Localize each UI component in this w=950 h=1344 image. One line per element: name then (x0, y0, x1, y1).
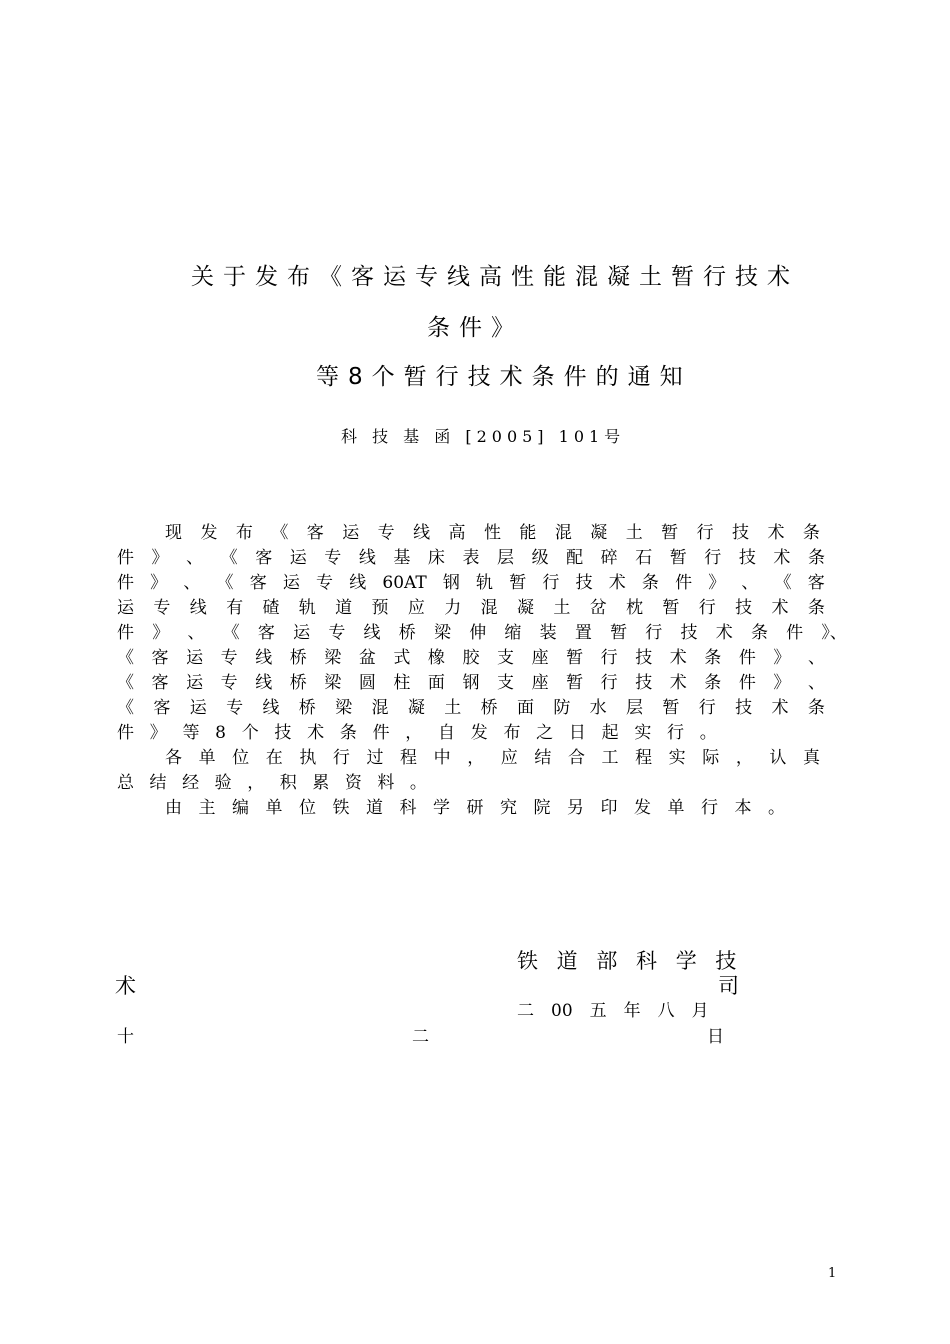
body-char: 线 (255, 648, 273, 668)
body-char: 日 (568, 723, 586, 743)
body-char: 中 (433, 748, 451, 768)
body-char: 能 (519, 523, 537, 543)
body-line (117, 696, 825, 720)
body-char: 技 (635, 673, 653, 693)
body-line (117, 646, 825, 670)
body-char: 暂 (509, 573, 527, 593)
body-char: 际 (702, 748, 720, 768)
body-char: 桥 (398, 623, 416, 643)
body-char: 行 (698, 698, 716, 718)
body-char: 圆 (358, 673, 376, 693)
body-char: 起 (601, 723, 619, 743)
body-line (117, 596, 825, 620)
body-char: 行 (332, 748, 350, 768)
body-char: 。 (409, 773, 427, 793)
body-char: 。 (768, 798, 785, 818)
body-char: 伸 (469, 623, 487, 643)
body-char: 线 (255, 673, 273, 693)
body-char: 行 (600, 648, 618, 668)
body-char: 行 (600, 673, 618, 693)
body-char: 行 (701, 798, 718, 818)
body-char: 力 (444, 598, 462, 618)
body-char: 技 (274, 723, 292, 743)
body-char: 技 (735, 598, 753, 618)
body-char: 行 (542, 573, 560, 593)
body-char: 铁 (332, 798, 350, 818)
body-char: 》 (708, 573, 726, 593)
body-char: 条 (704, 673, 722, 693)
body-char: 行 (696, 523, 714, 543)
body-line (117, 621, 847, 645)
body-char: 梁 (433, 623, 451, 643)
body-char: 料 (377, 773, 395, 793)
body-line (117, 671, 825, 695)
body-char: 技 (575, 573, 593, 593)
body-char: 凝 (516, 598, 534, 618)
body-char: 真 (802, 748, 820, 768)
body-char: 》 (773, 648, 791, 668)
body-char: 实 (668, 748, 686, 768)
body-char: 布 (235, 523, 253, 543)
body-char: 、 (741, 573, 759, 593)
body-char: 《 (774, 573, 792, 593)
body-char: 线 (413, 523, 431, 543)
body-char: 过 (366, 748, 384, 768)
body-char: 线 (358, 548, 376, 568)
body-char: 》 (152, 623, 170, 643)
body-char: 。 (699, 723, 717, 743)
body-char: 面 (427, 673, 445, 693)
body-char: 术 (669, 673, 687, 693)
signature-date-day-2: 二 (412, 1027, 429, 1047)
signature-date-line1: 二 00 五 年 八 月 (517, 1001, 709, 1021)
body-char: 术 (307, 723, 325, 743)
body-char: 支 (497, 673, 515, 693)
body-char: 凝 (590, 523, 608, 543)
body-char: 岔 (589, 598, 607, 618)
body-char: 梁 (324, 648, 342, 668)
body-char: 、 (807, 673, 825, 693)
body-char: 总 (117, 773, 134, 793)
body-char: 暂 (662, 598, 680, 618)
body-char: 认 (769, 748, 787, 768)
body-char: 件 (738, 648, 756, 668)
body-char: 执 (299, 748, 317, 768)
body-char: 暂 (661, 523, 679, 543)
body-char: 技 (635, 648, 653, 668)
body-char: 术 (767, 523, 785, 543)
body-char: 专 (328, 623, 346, 643)
body-char: 混 (371, 698, 389, 718)
body-char: 客 (153, 698, 171, 718)
body-char: 置 (574, 623, 592, 643)
body-char: 之 (536, 723, 554, 743)
body-char: 》、 (821, 623, 847, 643)
body-char: 层 (497, 548, 515, 568)
body-char: 面 (516, 698, 534, 718)
body-char: 专 (316, 573, 334, 593)
body-char: 专 (220, 673, 238, 693)
body-char: 学 (433, 798, 450, 818)
body-char: 在 (265, 748, 283, 768)
body-char: 钢 (462, 673, 480, 693)
body-line (117, 571, 825, 595)
body-char: 线 (189, 598, 207, 618)
body-char: 暂 (610, 623, 628, 643)
body-char: 《 (117, 698, 134, 718)
body-char: 累 (312, 773, 330, 793)
body-char: 运 (189, 698, 207, 718)
body-char: 轨 (298, 598, 316, 618)
body-char: 客 (255, 548, 273, 568)
body-char: 术 (715, 623, 733, 643)
body-char: 土 (553, 598, 571, 618)
body-char: 单 (265, 798, 283, 818)
body-char: 运 (293, 623, 311, 643)
body-char: 装 (539, 623, 557, 643)
body-char: 碎 (600, 548, 618, 568)
body-char: 件 (738, 673, 756, 693)
body-char: 件 (372, 723, 390, 743)
body-char: 运 (117, 598, 134, 618)
body-char: 经 (182, 773, 200, 793)
body-char: 主 (198, 798, 216, 818)
body-char: 钢 (442, 573, 460, 593)
body-char: 《 (220, 548, 238, 568)
body-char: 行 (645, 623, 663, 643)
title-line-3: 等8个暂行技术条件的通知 (316, 364, 692, 390)
body-char: 结 (534, 748, 552, 768)
body-char: 件 (117, 573, 134, 593)
document-number: 科 技 基 函 [2005] 101号 (341, 427, 626, 446)
body-char: 结 (149, 773, 167, 793)
body-char: 支 (497, 648, 515, 668)
body-char: 印 (600, 798, 618, 818)
body-char: 条 (750, 623, 768, 643)
body-char: 行 (698, 598, 716, 618)
body-char: 预 (371, 598, 389, 618)
body-char: 单 (667, 798, 685, 818)
body-char: 防 (553, 698, 571, 718)
body-char: 60AT (382, 573, 427, 593)
body-char: 缩 (504, 623, 522, 643)
body-char: 有 (226, 598, 244, 618)
body-char: 基 (393, 548, 411, 568)
body-char: 暂 (662, 698, 680, 718)
body-char: 线 (262, 698, 280, 718)
body-char: 资 (344, 773, 362, 793)
body-char: 配 (566, 548, 584, 568)
body-line (117, 546, 825, 570)
body-char: 专 (153, 598, 171, 618)
title-line-2: 条件》 (427, 315, 523, 341)
body-char: ， (405, 723, 423, 743)
body-char: 件 (786, 623, 804, 643)
body-char: 术 (608, 573, 626, 593)
body-char: 个 (241, 723, 259, 743)
body-char: 客 (807, 573, 825, 593)
body-char: 》 (150, 573, 168, 593)
body-char: 运 (289, 548, 307, 568)
body-char: 桥 (480, 698, 498, 718)
body-char: 土 (625, 523, 643, 543)
body-char: 8 (215, 723, 226, 743)
body-line (117, 721, 717, 745)
body-char: 技 (735, 698, 753, 718)
signature-date-day-1: 十 (117, 1027, 134, 1047)
body-char: 、 (183, 573, 201, 593)
body-char: 发 (200, 523, 218, 543)
body-char: 究 (500, 798, 517, 818)
body-char: 石 (635, 548, 653, 568)
body-char: 柱 (393, 673, 411, 693)
body-char: 布 (503, 723, 521, 743)
body-char: 实 (634, 723, 652, 743)
body-char: 程 (400, 748, 418, 768)
body-char: 道 (366, 798, 383, 818)
body-char: 现 (165, 523, 182, 543)
body-char: 件 (117, 723, 134, 743)
body-char: 件 (675, 573, 693, 593)
body-char: 技 (680, 623, 698, 643)
body-char: 术 (771, 698, 789, 718)
body-char: 条 (704, 648, 722, 668)
body-char: 《 (222, 623, 240, 643)
body-char: 条 (807, 548, 825, 568)
body-char: 条 (802, 523, 820, 543)
body-char: 枕 (626, 598, 644, 618)
body-char: 高 (448, 523, 466, 543)
body-char: 混 (480, 598, 498, 618)
body-char: 层 (626, 698, 644, 718)
body-char: 桥 (289, 673, 307, 693)
body-line (117, 771, 427, 795)
body-char: 暂 (669, 548, 687, 568)
body-char: ， (735, 748, 753, 768)
body-char: 各 (165, 748, 182, 768)
body-char: 线 (349, 573, 367, 593)
body-char: 凝 (407, 698, 425, 718)
body-char: 工 (601, 748, 619, 768)
body-char: 编 (232, 798, 249, 818)
body-char: 《 (117, 673, 134, 693)
body-char: 术 (771, 598, 789, 618)
body-char: 技 (732, 523, 749, 543)
body-char: 技 (738, 548, 756, 568)
page-number: 1 (828, 1266, 837, 1281)
body-char: 梁 (324, 673, 342, 693)
body-char: 客 (249, 573, 267, 593)
body-char: 专 (220, 648, 238, 668)
body-char: 专 (226, 698, 244, 718)
body-char: 《 (117, 648, 134, 668)
body-char: 、 (186, 548, 204, 568)
body-char: 客 (151, 673, 169, 693)
body-char: 位 (299, 798, 316, 818)
body-char: 科 (399, 798, 417, 818)
body-char: 应 (500, 748, 518, 768)
body-char: 混 (554, 523, 572, 543)
body-char: 位 (232, 748, 250, 768)
signature-org-line1: 铁 道 部 科 学 技 (517, 949, 743, 973)
body-char: 术 (669, 648, 687, 668)
body-char: 床 (427, 548, 445, 568)
body-char: 座 (531, 673, 549, 693)
body-char: 客 (151, 648, 169, 668)
body-char: 件 (117, 623, 134, 643)
body-char: 本 (734, 798, 752, 818)
body-char: ， (247, 773, 265, 793)
body-char: 条 (807, 598, 825, 618)
body-char: 条 (339, 723, 357, 743)
body-char: 暂 (566, 673, 584, 693)
body-line (165, 521, 820, 545)
body-char: 线 (363, 623, 381, 643)
body-char: 桥 (298, 698, 316, 718)
body-char: 座 (531, 648, 549, 668)
body-char: 运 (186, 673, 204, 693)
body-char: 》 (149, 723, 167, 743)
body-char: 碴 (262, 598, 280, 618)
body-char: 验 (214, 773, 232, 793)
body-char: 、 (807, 648, 825, 668)
body-char: 术 (773, 548, 791, 568)
body-char: 水 (589, 698, 607, 718)
body-line (165, 746, 820, 770)
body-line (165, 796, 785, 820)
body-char: 土 (444, 698, 462, 718)
body-char: 、 (187, 623, 205, 643)
body-char: 橡 (427, 648, 445, 668)
body-char: 梁 (335, 698, 353, 718)
body-char: 程 (635, 748, 653, 768)
body-char: 运 (342, 523, 360, 543)
body-char: 另 (567, 798, 584, 818)
body-char: 《 (271, 523, 289, 543)
signature-date-day-3: 日 (707, 1027, 724, 1047)
body-char: 性 (483, 523, 501, 543)
signature-org-line2-right: 司 (718, 974, 739, 998)
body-char: 由 (165, 798, 182, 818)
body-char: 轨 (476, 573, 494, 593)
body-char: 客 (306, 523, 324, 543)
body-char: 桥 (289, 648, 307, 668)
body-char: 胶 (462, 648, 480, 668)
title-line-1: 关于发布《客运专线高性能混凝土暂行技术 (191, 264, 799, 290)
body-char: 行 (704, 548, 722, 568)
body-char: ， (467, 748, 485, 768)
body-char: 行 (667, 723, 685, 743)
body-char: 应 (407, 598, 425, 618)
body-char: 》 (151, 548, 169, 568)
body-char: 件 (117, 548, 134, 568)
body-char: 院 (533, 798, 551, 818)
body-char: 》 (773, 673, 791, 693)
body-char: 级 (531, 548, 549, 568)
body-char: 合 (567, 748, 585, 768)
body-char: 单 (198, 748, 216, 768)
body-char: 表 (462, 548, 480, 568)
body-char: 运 (186, 648, 204, 668)
body-char: 自 (438, 723, 456, 743)
body-char: 盆 (358, 648, 376, 668)
body-char: 暂 (566, 648, 584, 668)
body-char: 发 (470, 723, 488, 743)
body-char: 客 (257, 623, 275, 643)
body-char: 式 (393, 648, 411, 668)
signature-org-line2-left: 术 (115, 974, 136, 998)
body-char: 积 (279, 773, 297, 793)
body-char: 专 (377, 523, 395, 543)
body-char: 道 (335, 598, 353, 618)
body-char: 《 (216, 573, 234, 593)
body-char: 研 (466, 798, 484, 818)
body-char: 发 (634, 798, 651, 818)
body-char: 等 (182, 723, 200, 743)
body-char: 条 (807, 698, 825, 718)
body-char: 专 (324, 548, 342, 568)
body-char: 运 (282, 573, 300, 593)
body-char: 条 (641, 573, 659, 593)
